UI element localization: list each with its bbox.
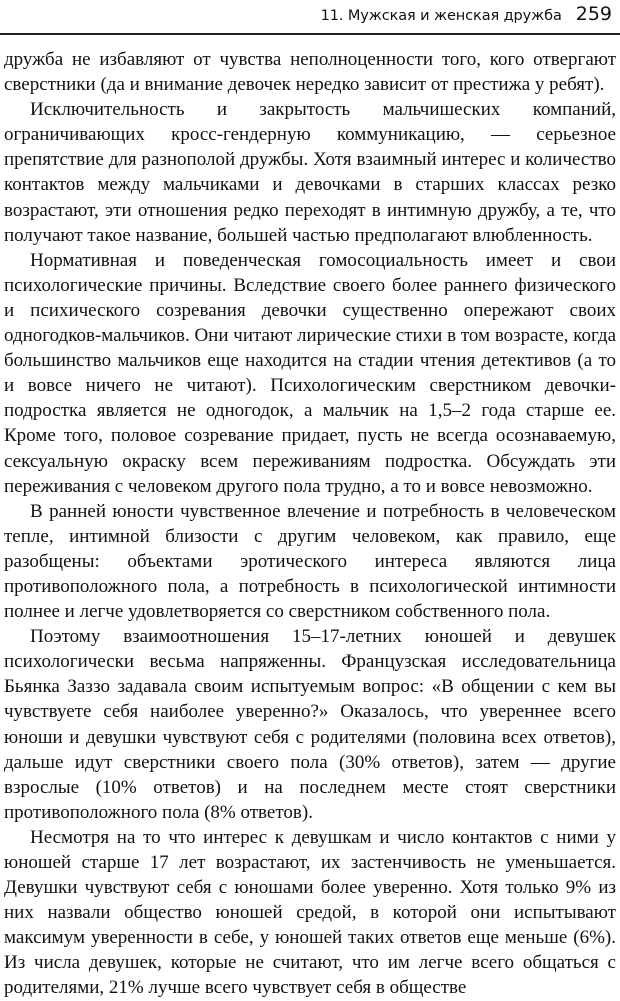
paragraph: Несмотря на то что интерес к девушкам и число контактов с ними у юношей старше 17 лет возрастают, их застенчивость не уменьшается. Девушки чувствуют себя с юношами более уверенно. Хотя только 9% из них назвали общество юношей средой, в которой они испытывают максимум уверенности в себе, у юношей таких ответов еще меньше (6%). Из числа девушек, которые не считают, что им легче всего общаться с родителями, 21% лучше всего чувствует себя в обществе: [4, 826, 616, 999]
chapter-title: 11. Мужская и женская дружба: [320, 8, 562, 24]
header-rule: [0, 33, 620, 35]
body-text: [4, 47, 616, 1001]
paragraph: Поэтому взаимоотношения 15–17-летних юношей и девушек психологически весьма напряженны. Французская исследовательница Бьянка Заззо задавала своим испытуемым вопрос: «В общении с кем вы чувствуете себя наиболее уверенно?» Оказалось, что увереннее всего юноши и девушки чувствуют себя с родителями (половина всех ответов), дальше идут сверстники своего пола (30% ответов), затем — другие взрослые (10% ответов) и на последнем месте стоят сверстники противоположного пола (8% ответов).: [4, 626, 616, 823]
paragraph: Нормативная и поведенческая гомосоциальность имеет и свои психологические причины. Вследствие своего более раннего физического и психического созревания девочки существенно опережают своих одногодков-мальчиков. Они читают лирические стихи в том возрасте, когда большинство мальчиков еще находится на стадии чтения детективов (а то и вовсе ничего не читают). Психологическим сверстником девочки-подростка является не одногодок, а мальчик на 1,5–2 года старше ее. Кроме того, половое созревание придает, пусть не всегда осознаваемую, сексуальную окраску всем переживаниям подростка. Обсуждать эти переживания с человеком другого пола трудно, а то и вовсе невозможно.: [4, 249, 616, 497]
paragraph: Исключительность и закрытость мальчишеских компаний, ограничивающих кросс-гендерную коммуникацию, — серьезное препятствие для разнополой дружбы. Хотя взаимный интерес и количество контактов между мальчиками и девочками в старших классах резко возрастают, эти отношения редко переходят в интимную дружбу, а те, что получают такое название, большей частью предполагают влюбленность.: [4, 99, 616, 246]
paragraph: дружба не избавляют от чувства неполноценности того, кого отвергают сверстники (да и внимание девочек нередко зависит от престижа у ребят).: [4, 49, 616, 96]
running-head: [8, 3, 612, 31]
page-number: 259: [575, 3, 612, 25]
paragraph: В ранней юности чувственное влечение и потребность в человеческом тепле, интимной близости с другим человеком, как правило, еще разобщены: объектами эротического интереса являются лица противоположного пола, а потребность в психологической интимности полнее и легче удовлетворяется со сверстником собственного пола.: [4, 500, 616, 623]
